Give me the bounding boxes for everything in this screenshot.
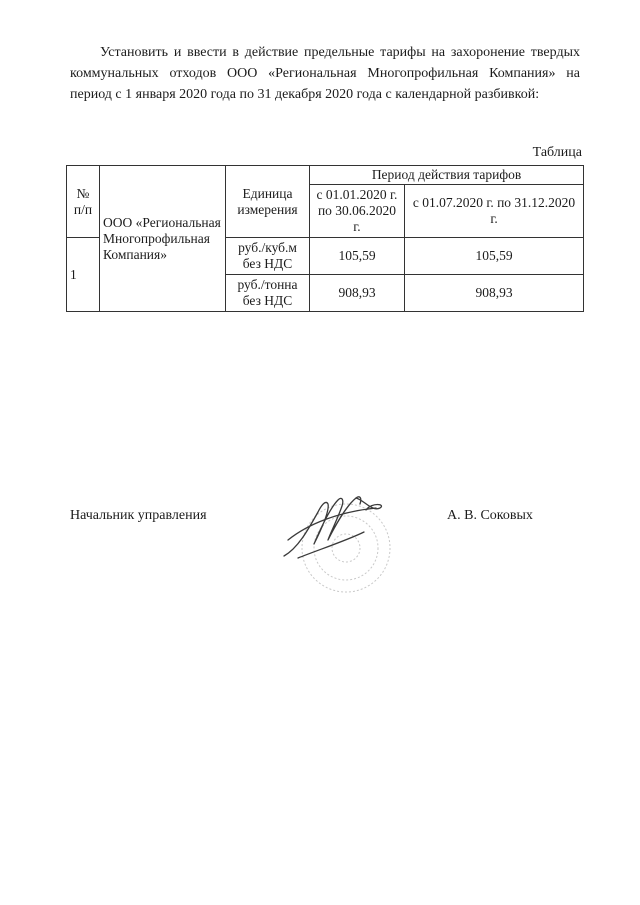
row-unit: руб./тонна без НДС — [226, 275, 310, 312]
row-value-2: 908,93 — [405, 275, 584, 312]
row-value-2: 105,59 — [405, 238, 584, 275]
header-num: № п/п — [67, 166, 100, 238]
table-header-row — [67, 166, 584, 185]
header-period: Период действия тарифов — [310, 166, 584, 185]
table-label: Таблица — [532, 145, 582, 160]
header-period-2: с 01.07.2020 г. по 31.12.2020 г. — [405, 185, 584, 238]
tariff-table — [66, 165, 584, 312]
row-num: 1 — [67, 238, 100, 312]
intro-paragraph: Установить и ввести в действие предельные тарифы на захоронение твердых коммунальных отходов ООО «Региональная Многопрофильная Компания» на период с 1 января 2020 года по 31 декабря 2020 года с календарной разбивкой: — [70, 45, 580, 102]
signer-title: Начальник управления — [70, 508, 207, 523]
signature-stamp-image — [268, 478, 408, 598]
header-unit: Единица измерения — [226, 166, 310, 238]
header-period-1: с 01.01.2020 г. по 30.06.2020 г. — [310, 185, 405, 238]
row-unit: руб./куб.м без НДС — [226, 238, 310, 275]
row-value-1: 908,93 — [310, 275, 405, 312]
row-value-1: 105,59 — [310, 238, 405, 275]
org-cell: ООО «Региональная Многопрофильная Компания» — [100, 166, 226, 312]
signer-name: А. В. Соковых — [447, 508, 533, 523]
